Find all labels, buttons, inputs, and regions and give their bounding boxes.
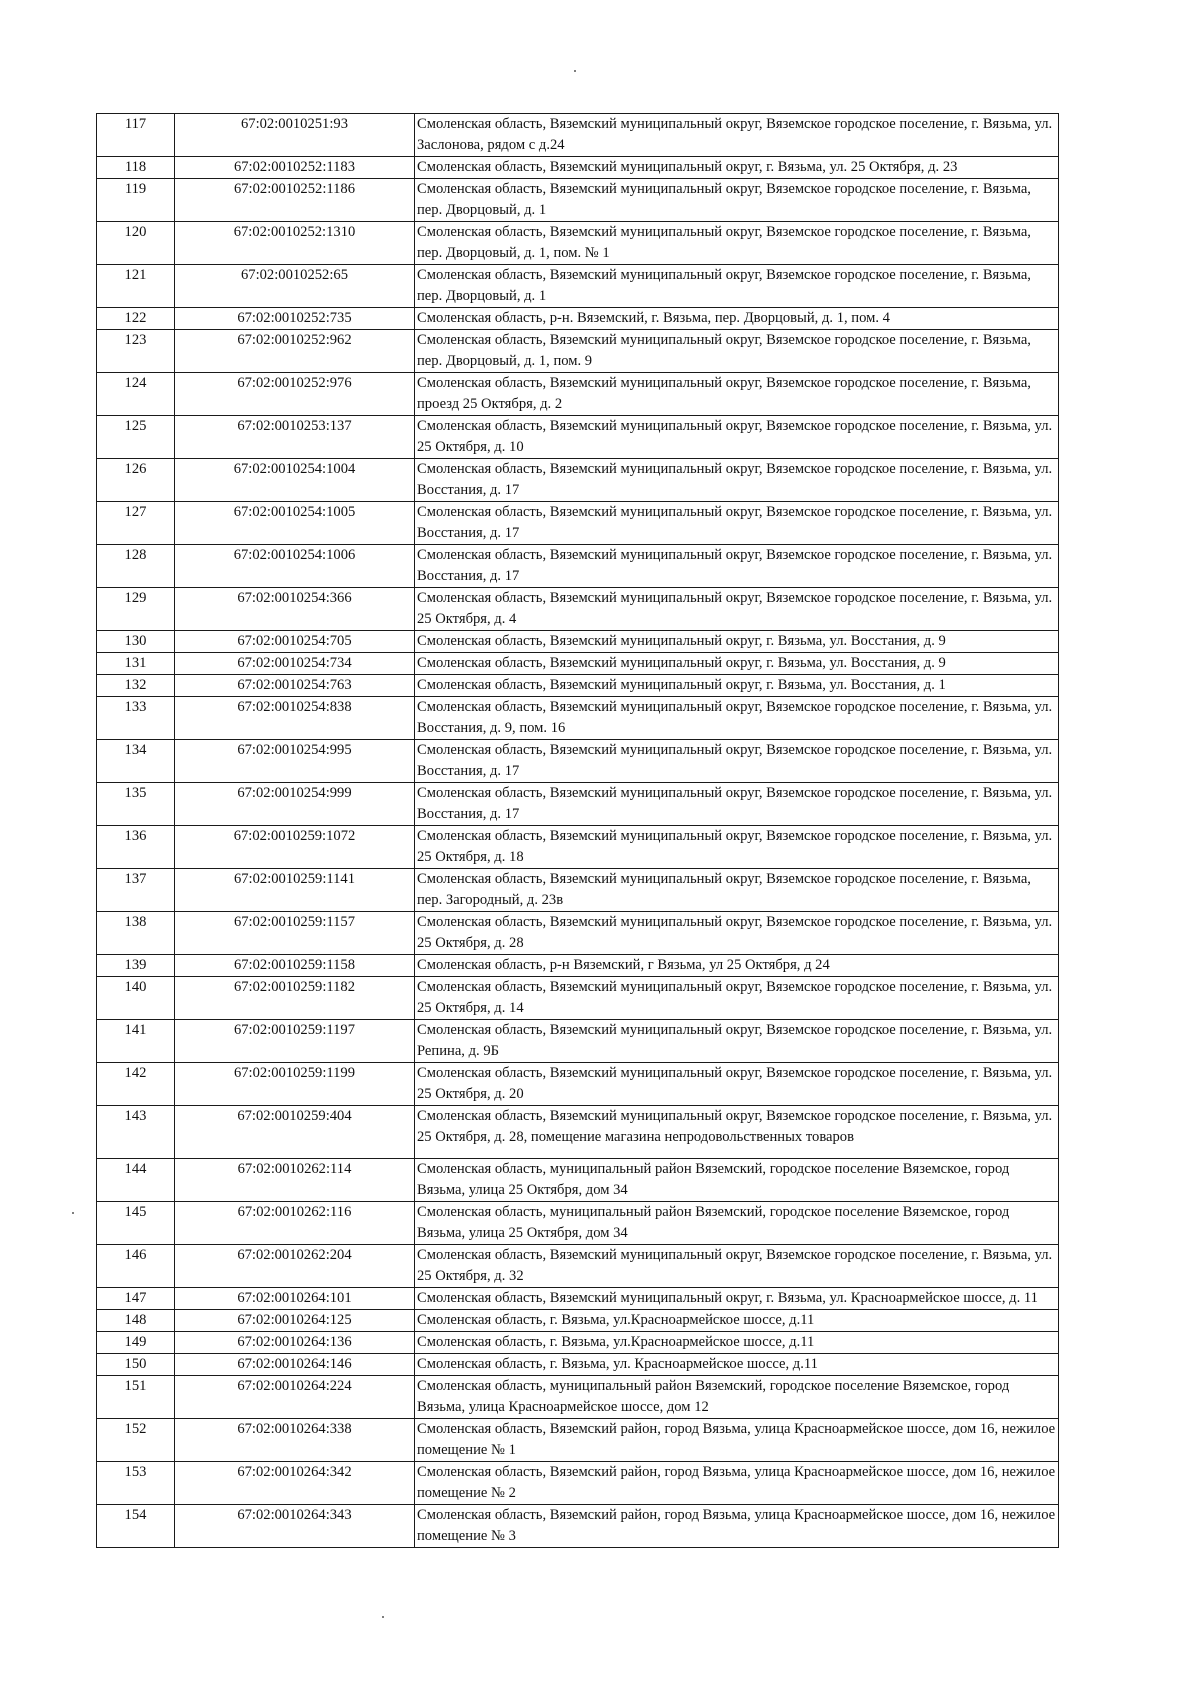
table-row [97, 588, 1059, 631]
row-number-cell: 121 [97, 265, 175, 308]
table-row [97, 653, 1059, 675]
cadastral-number-cell: 67:02:0010264:101 [175, 1288, 415, 1310]
cadastral-number-cell: 67:02:0010264:224 [175, 1376, 415, 1419]
row-number-cell: 138 [97, 912, 175, 955]
row-number-cell: 117 [97, 114, 175, 157]
table-row [97, 1419, 1059, 1462]
table-row [97, 912, 1059, 955]
table-row [97, 1310, 1059, 1332]
row-number-cell: 126 [97, 459, 175, 502]
row-number-cell: 127 [97, 502, 175, 545]
cadastral-number-cell: 67:02:0010259:1182 [175, 977, 415, 1020]
registry-table [96, 113, 1059, 1548]
table-row [97, 740, 1059, 783]
row-number-cell: 144 [97, 1159, 175, 1202]
table-row [97, 1332, 1059, 1354]
table-row [97, 1159, 1059, 1202]
table-row [97, 1202, 1059, 1245]
address-cell: Смоленская область, р-н Вяземский, г Вязьма, ул 25 Октября, д 24 [415, 955, 1059, 977]
address-cell: Смоленская область, Вяземский муниципальный округ, Вяземское городское поселение, г. Вязьма, ул. Восстания, д. 17 [415, 459, 1059, 502]
table-row [97, 1462, 1059, 1505]
table-row [97, 179, 1059, 222]
table-row [97, 416, 1059, 459]
row-number-cell: 118 [97, 157, 175, 179]
table-row [97, 222, 1059, 265]
cadastral-number-cell: 67:02:0010252:1183 [175, 157, 415, 179]
row-number-cell: 143 [97, 1106, 175, 1159]
address-cell: Смоленская область, Вяземский муниципальный округ, Вяземское городское поселение, г. Вязьма, ул. 25 Октября, д. 10 [415, 416, 1059, 459]
address-cell: Смоленская область, Вяземский муниципальный округ, Вяземское городское поселение, г. Вязьма, ул. Восстания, д. 17 [415, 502, 1059, 545]
cadastral-number-cell: 67:02:0010252:1186 [175, 179, 415, 222]
address-cell: Смоленская область, Вяземский муниципальный округ, г. Вязьма, ул. Восстания, д. 9 [415, 653, 1059, 675]
row-number-cell: 130 [97, 631, 175, 653]
address-cell: Смоленская область, Вяземский муниципальный округ, Вяземское городское поселение, г. Вязьма, пер. Дворцовый, д. 1 [415, 265, 1059, 308]
scan-speck [574, 70, 576, 72]
cadastral-number-cell: 67:02:0010264:125 [175, 1310, 415, 1332]
address-cell: Смоленская область, муниципальный район Вяземский, городское поселение Вяземское, город Вязьма, улица 25 Октября, дом 34 [415, 1159, 1059, 1202]
row-number-cell: 132 [97, 675, 175, 697]
address-cell: Смоленская область, Вяземский муниципальный округ, Вяземское городское поселение, г. Вязьма, пер. Дворцовый, д. 1, пом. № 1 [415, 222, 1059, 265]
cadastral-number-cell: 67:02:0010252:1310 [175, 222, 415, 265]
cadastral-number-cell: 67:02:0010262:116 [175, 1202, 415, 1245]
row-number-cell: 128 [97, 545, 175, 588]
cadastral-number-cell: 67:02:0010259:1158 [175, 955, 415, 977]
cadastral-number-cell: 67:02:0010264:338 [175, 1419, 415, 1462]
address-cell: Смоленская область, Вяземский муниципальный округ, Вяземское городское поселение, г. Вязьма, ул. Восстания, д. 9, пом. 16 [415, 697, 1059, 740]
row-number-cell: 125 [97, 416, 175, 459]
row-number-cell: 133 [97, 697, 175, 740]
row-number-cell: 154 [97, 1505, 175, 1548]
row-number-cell: 129 [97, 588, 175, 631]
cadastral-number-cell: 67:02:0010254:999 [175, 783, 415, 826]
cadastral-number-cell: 67:02:0010254:366 [175, 588, 415, 631]
address-cell: Смоленская область, Вяземский район, город Вязьма, улица Красноармейское шоссе, дом 16, нежилое помещение № 2 [415, 1462, 1059, 1505]
table-row [97, 1354, 1059, 1376]
cadastral-number-cell: 67:02:0010254:1005 [175, 502, 415, 545]
table-row [97, 1020, 1059, 1063]
address-cell: Смоленская область, Вяземский муниципальный округ, г. Вязьма, ул. 25 Октября, д. 23 [415, 157, 1059, 179]
cadastral-number-cell: 67:02:0010259:1141 [175, 869, 415, 912]
cadastral-number-cell: 67:02:0010252:962 [175, 330, 415, 373]
row-number-cell: 146 [97, 1245, 175, 1288]
table-row [97, 955, 1059, 977]
table-row [97, 545, 1059, 588]
row-number-cell: 141 [97, 1020, 175, 1063]
cadastral-number-cell: 67:02:0010253:137 [175, 416, 415, 459]
cadastral-number-cell: 67:02:0010254:705 [175, 631, 415, 653]
row-number-cell: 131 [97, 653, 175, 675]
cadastral-number-cell: 67:02:0010251:93 [175, 114, 415, 157]
table-row [97, 1376, 1059, 1419]
cadastral-number-cell: 67:02:0010264:343 [175, 1505, 415, 1548]
row-number-cell: 137 [97, 869, 175, 912]
table-row [97, 114, 1059, 157]
cadastral-number-cell: 67:02:0010254:734 [175, 653, 415, 675]
cadastral-number-cell: 67:02:0010254:763 [175, 675, 415, 697]
row-number-cell: 152 [97, 1419, 175, 1462]
address-cell: Смоленская область, Вяземский муниципальный округ, Вяземское городское поселение, г. Вязьма, ул. Репина, д. 9Б [415, 1020, 1059, 1063]
row-number-cell: 124 [97, 373, 175, 416]
table-row [97, 1063, 1059, 1106]
address-cell: Смоленская область, Вяземский муниципальный округ, Вяземское городское поселение, г. Вязьма, ул. 25 Октября, д. 20 [415, 1063, 1059, 1106]
address-cell: Смоленская область, Вяземский муниципальный округ, г. Вязьма, ул. Красноармейское шоссе, д. 11 [415, 1288, 1059, 1310]
cadastral-number-cell: 67:02:0010254:838 [175, 697, 415, 740]
row-number-cell: 122 [97, 308, 175, 330]
row-number-cell: 142 [97, 1063, 175, 1106]
table-row [97, 631, 1059, 653]
row-number-cell: 147 [97, 1288, 175, 1310]
address-cell: Смоленская область, г. Вязьма, ул.Красноармейское шоссе, д.11 [415, 1332, 1059, 1354]
address-cell: Смоленская область, Вяземский муниципальный округ, Вяземское городское поселение, г. Вязьма, ул. 25 Октября, д. 28 [415, 912, 1059, 955]
address-cell: Смоленская область, Вяземский район, город Вязьма, улица Красноармейское шоссе, дом 16, нежилое помещение № 3 [415, 1505, 1059, 1548]
cadastral-number-cell: 67:02:0010259:1199 [175, 1063, 415, 1106]
row-number-cell: 135 [97, 783, 175, 826]
table-row [97, 308, 1059, 330]
row-number-cell: 153 [97, 1462, 175, 1505]
cadastral-number-cell: 67:02:0010259:1072 [175, 826, 415, 869]
address-cell: Смоленская область, Вяземский муниципальный округ, Вяземское городское поселение, г. Вязьма, ул. 25 Октября, д. 18 [415, 826, 1059, 869]
table-row [97, 373, 1059, 416]
cadastral-number-cell: 67:02:0010252:735 [175, 308, 415, 330]
address-cell: Смоленская область, Вяземский муниципальный округ, Вяземское городское поселение, г. Вязьма, ул. Восстания, д. 17 [415, 783, 1059, 826]
address-cell: Смоленская область, Вяземский муниципальный округ, г. Вязьма, ул. Восстания, д. 1 [415, 675, 1059, 697]
address-cell: Смоленская область, Вяземский муниципальный округ, Вяземское городское поселение, г. Вязьма, ул. 25 Октября, д. 4 [415, 588, 1059, 631]
table-row [97, 459, 1059, 502]
table-row [97, 1505, 1059, 1548]
address-cell: Смоленская область, Вяземский муниципальный округ, Вяземское городское поселение, г. Вязьма, ул. 25 Октября, д. 14 [415, 977, 1059, 1020]
table-row [97, 826, 1059, 869]
cadastral-number-cell: 67:02:0010264:342 [175, 1462, 415, 1505]
address-cell: Смоленская область, Вяземский муниципальный округ, Вяземское городское поселение, г. Вязьма, пер. Дворцовый, д. 1, пом. 9 [415, 330, 1059, 373]
registry-table-body [97, 114, 1059, 1548]
row-number-cell: 150 [97, 1354, 175, 1376]
cadastral-number-cell: 67:02:0010259:1197 [175, 1020, 415, 1063]
row-number-cell: 140 [97, 977, 175, 1020]
row-number-cell: 119 [97, 179, 175, 222]
address-cell: Смоленская область, Вяземский район, город Вязьма, улица Красноармейское шоссе, дом 16, нежилое помещение № 1 [415, 1419, 1059, 1462]
cadastral-number-cell: 67:02:0010262:204 [175, 1245, 415, 1288]
address-cell: Смоленская область, Вяземский муниципальный округ, Вяземское городское поселение, г. Вязьма, ул. 25 Октября, д. 28, помещение магазина непродовольственных товаров [415, 1106, 1059, 1159]
address-cell: Смоленская область, муниципальный район Вяземский, городское поселение Вяземское, город Вязьма, улица 25 Октября, дом 34 [415, 1202, 1059, 1245]
table-row [97, 1245, 1059, 1288]
address-cell: Смоленская область, Вяземский муниципальный округ, Вяземское городское поселение, г. Вязьма, пер. Дворцовый, д. 1 [415, 179, 1059, 222]
row-number-cell: 136 [97, 826, 175, 869]
row-number-cell: 139 [97, 955, 175, 977]
cadastral-number-cell: 67:02:0010254:1004 [175, 459, 415, 502]
cadastral-number-cell: 67:02:0010264:136 [175, 1332, 415, 1354]
row-number-cell: 145 [97, 1202, 175, 1245]
address-cell: Смоленская область, Вяземский муниципальный округ, Вяземское городское поселение, г. Вязьма, ул. 25 Октября, д. 32 [415, 1245, 1059, 1288]
cadastral-number-cell: 67:02:0010254:1006 [175, 545, 415, 588]
address-cell: Смоленская область, г. Вязьма, ул. Красноармейское шоссе, д.11 [415, 1354, 1059, 1376]
row-number-cell: 120 [97, 222, 175, 265]
table-row [97, 502, 1059, 545]
table-row [97, 869, 1059, 912]
cadastral-number-cell: 67:02:0010254:995 [175, 740, 415, 783]
table-row [97, 265, 1059, 308]
cadastral-number-cell: 67:02:0010259:404 [175, 1106, 415, 1159]
row-number-cell: 123 [97, 330, 175, 373]
address-cell: Смоленская область, Вяземский муниципальный округ, Вяземское городское поселение, г. Вязьма, ул. Заслонова, рядом с д.24 [415, 114, 1059, 157]
scan-speck [382, 1616, 384, 1618]
address-cell: Смоленская область, муниципальный район Вяземский, городское поселение Вяземское, город Вязьма, улица Красноармейское шоссе, дом 12 [415, 1376, 1059, 1419]
address-cell: Смоленская область, Вяземский муниципальный округ, Вяземское городское поселение, г. Вязьма, проезд 25 Октября, д. 2 [415, 373, 1059, 416]
address-cell: Смоленская область, Вяземский муниципальный округ, Вяземское городское поселение, г. Вязьма, пер. Загородный, д. 23в [415, 869, 1059, 912]
row-number-cell: 149 [97, 1332, 175, 1354]
table-row [97, 157, 1059, 179]
row-number-cell: 134 [97, 740, 175, 783]
address-cell: Смоленская область, Вяземский муниципальный округ, Вяземское городское поселение, г. Вязьма, ул. Восстания, д. 17 [415, 740, 1059, 783]
table-row [97, 1288, 1059, 1310]
address-cell: Смоленская область, Вяземский муниципальный округ, г. Вязьма, ул. Восстания, д. 9 [415, 631, 1059, 653]
table-row [97, 977, 1059, 1020]
table-row [97, 675, 1059, 697]
cadastral-number-cell: 67:02:0010252:976 [175, 373, 415, 416]
address-cell: Смоленская область, р-н. Вяземский, г. Вязьма, пер. Дворцовый, д. 1, пом. 4 [415, 308, 1059, 330]
table-row [97, 783, 1059, 826]
cadastral-number-cell: 67:02:0010259:1157 [175, 912, 415, 955]
table-row [97, 1106, 1059, 1159]
table-row [97, 330, 1059, 373]
table-row [97, 697, 1059, 740]
cadastral-number-cell: 67:02:0010262:114 [175, 1159, 415, 1202]
row-number-cell: 151 [97, 1376, 175, 1419]
address-cell: Смоленская область, Вяземский муниципальный округ, Вяземское городское поселение, г. Вязьма, ул. Восстания, д. 17 [415, 545, 1059, 588]
cadastral-number-cell: 67:02:0010252:65 [175, 265, 415, 308]
address-cell: Смоленская область, г. Вязьма, ул.Красноармейское шоссе, д.11 [415, 1310, 1059, 1332]
row-number-cell: 148 [97, 1310, 175, 1332]
scan-speck [72, 1212, 74, 1214]
cadastral-number-cell: 67:02:0010264:146 [175, 1354, 415, 1376]
